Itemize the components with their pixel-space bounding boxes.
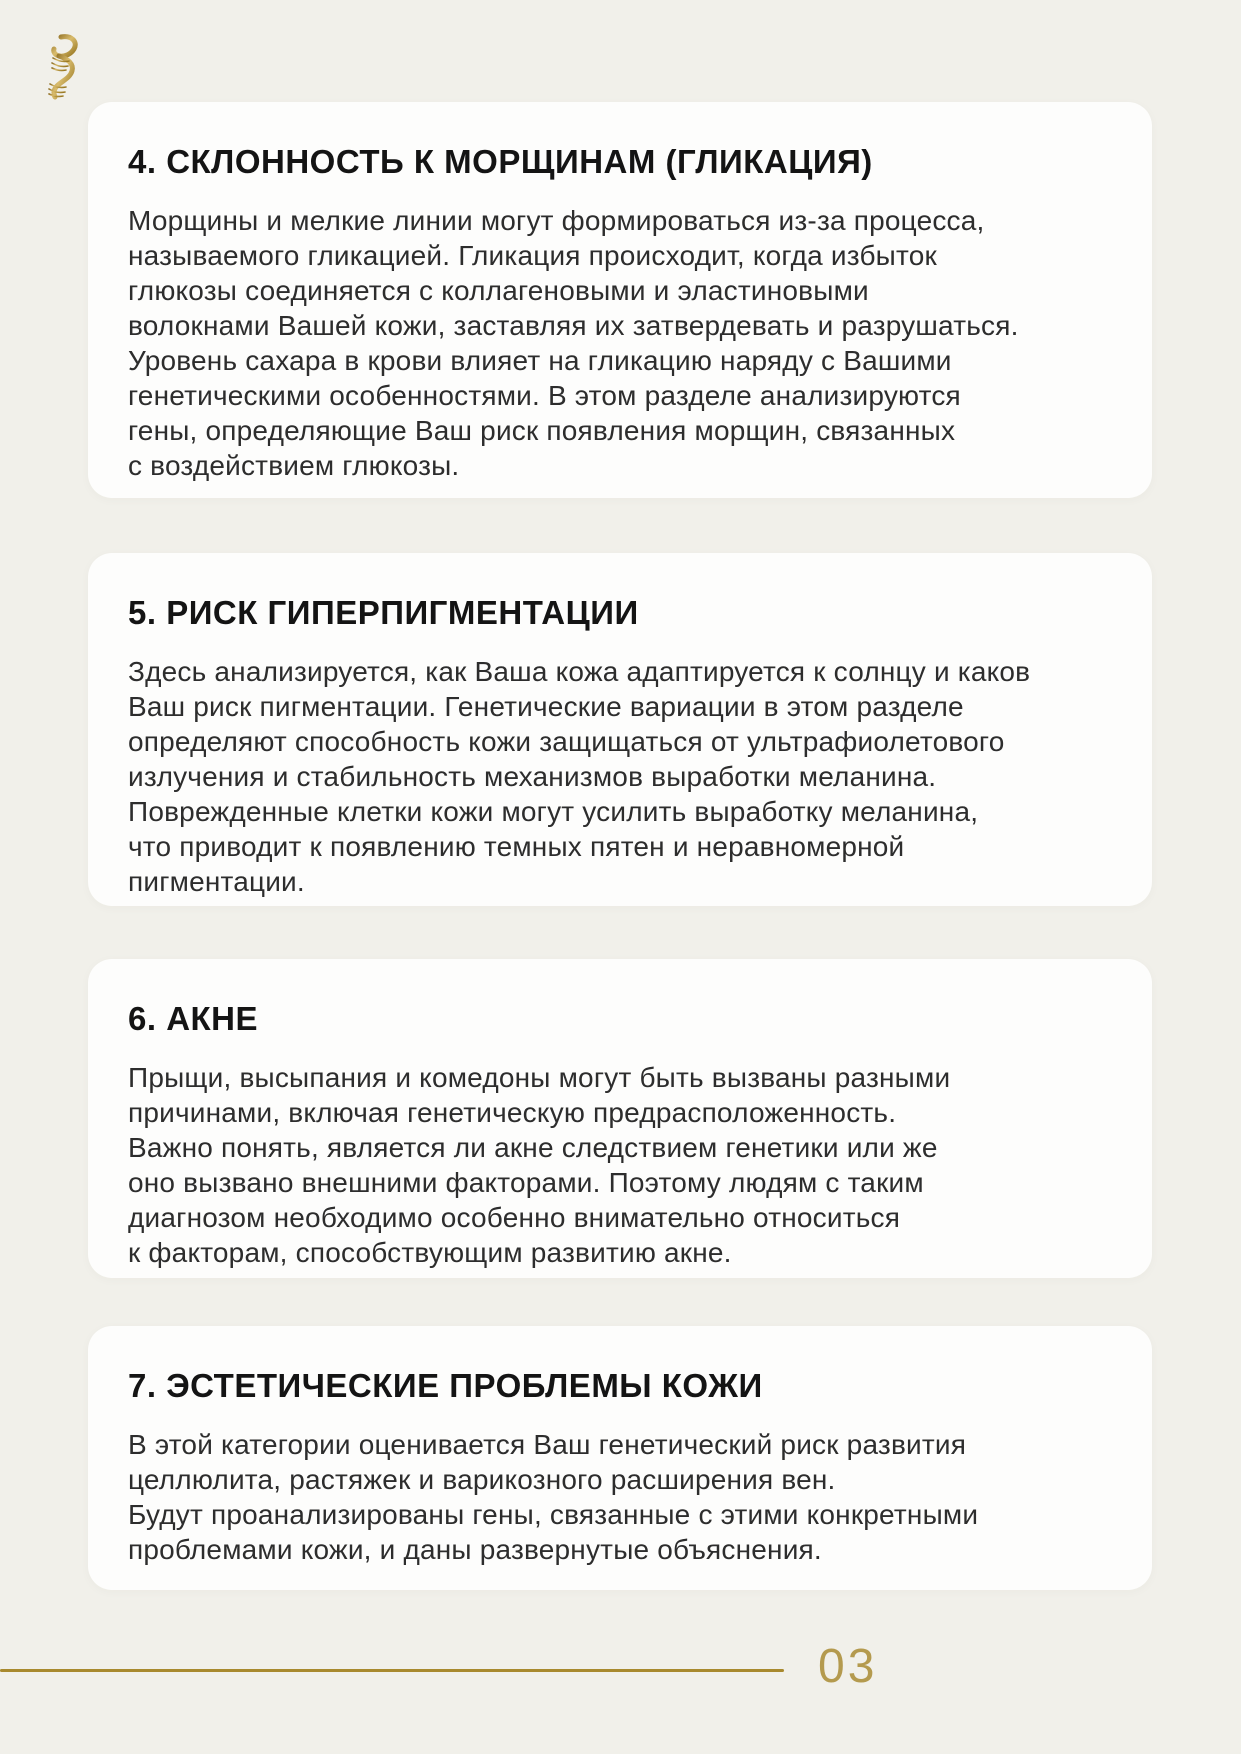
body-line: глюкозы соединяется с коллагеновыми и эластиновыми [128, 275, 869, 306]
page-number: 03 [818, 1640, 878, 1693]
body-line: Ваш риск пигментации. Генетические вариации в этом разделе [128, 691, 964, 722]
section-title: 5. РИСК ГИПЕРПИГМЕНТАЦИИ [128, 594, 639, 631]
body-line: Уровень сахара в крови влияет на гликацию наряду с Вашими [128, 345, 952, 376]
body-line: волокнами Вашей кожи, заставляя их затвердевать и разрушаться. [128, 310, 1019, 341]
section-card-acne [88, 959, 1152, 1278]
body-line: Прыщи, высыпания и комедоны могут быть вызваны разными [128, 1062, 951, 1093]
dna-helix-logo-icon [44, 34, 84, 102]
section-card-hyperpigmentation [88, 553, 1152, 906]
body-line: диагнозом необходимо особенно внимательно относиться [128, 1202, 901, 1233]
body-line: к факторам, способствующим развитию акне. [128, 1237, 732, 1268]
body-line: что приводит к появлению темных пятен и неравномерной [128, 831, 905, 862]
body-line: Важно понять, является ли акне следствием генетики или же [128, 1132, 938, 1163]
body-line: пигментации. [128, 866, 305, 897]
body-line: с воздействием глюкозы. [128, 450, 460, 481]
section-body [128, 1427, 1112, 1567]
footer-gold-rule [0, 1669, 784, 1672]
body-line: причинами, включая генетическую предрасположенность. [128, 1097, 897, 1128]
section-card-glycation [88, 102, 1152, 498]
section-title: 4. СКЛОННОСТЬ К МОРЩИНАМ (ГЛИКАЦИЯ) [128, 143, 873, 180]
section-body [128, 203, 1112, 483]
body-line: Морщины и мелкие линии могут формироваться из-за процесса, [128, 205, 985, 236]
body-line: целлюлита, растяжек и варикозного расширения вен. [128, 1464, 836, 1495]
body-line: определяют способность кожи защищаться от ультрафиолетового [128, 726, 1005, 757]
body-line: излучения и стабильность механизмов выработки меланина. [128, 761, 937, 792]
body-line: называемого гликацией. Гликация происходит, когда избыток [128, 240, 937, 271]
body-line: Будут проанализированы гены, связанные с этими конкретными [128, 1499, 979, 1530]
section-body [128, 1060, 1112, 1270]
section-body [128, 654, 1112, 899]
body-line: оно вызвано внешними факторами. Поэтому людям с таким [128, 1167, 924, 1198]
body-line: проблемами кожи, и даны развернутые объяснения. [128, 1534, 822, 1565]
body-line: генетическими особенностями. В этом разделе анализируются [128, 380, 961, 411]
section-card-aesthetic-skin-problems [88, 1326, 1152, 1590]
section-title: 6. АКНЕ [128, 1000, 259, 1037]
body-line: гены, определяющие Ваш риск появления морщин, связанных [128, 415, 956, 446]
section-title: 7. ЭСТЕТИЧЕСКИЕ ПРОБЛЕМЫ КОЖИ [128, 1367, 763, 1404]
body-line: Здесь анализируется, как Ваша кожа адаптируется к солнцу и каков [128, 656, 1031, 687]
body-line: В этой категории оценивается Ваш генетический риск развития [128, 1429, 967, 1460]
body-line: Поврежденные клетки кожи могут усилить выработку меланина, [128, 796, 979, 827]
